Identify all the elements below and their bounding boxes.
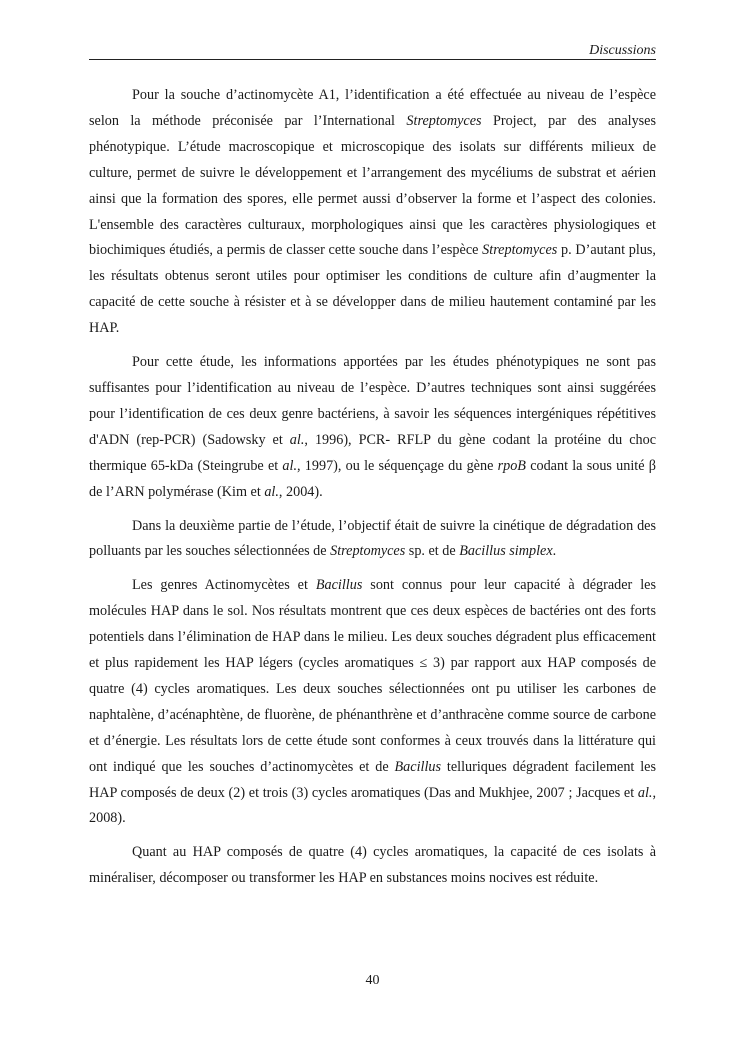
italic-text-run: al. [282, 457, 298, 474]
text-run: p. D’autant plus, les résultats obtenus seront utiles pour optimiser les conditions de culture afin d’augmenter la capacité de cette souche à résister et à se développer dans de milieu hautement contaminé par les HAP. [89, 242, 656, 337]
paragraph [89, 840, 656, 892]
italic-text-run: Bacillus [394, 758, 442, 775]
italic-text-run: rpoB [497, 457, 526, 474]
page-number: 40 [365, 973, 380, 988]
italic-text-run: al. [637, 784, 653, 801]
text-run: Dans la deuxième partie de l’étude, l’objectif était de suivre la cinétique de dégradation des polluants par les souches sélectionnées de [89, 517, 656, 560]
text-run: Pour cette étude, les informations apportées par les études phénotypiques ne sont pas suffisantes pour l’identification au niveau de l’espèce. D’autres techniques sont ainsi suggérées pour l’identification de ces deux genre bactériens, à savoir les séquences intergéniques répétitives d'ADN (rep-PCR) (Sadowsky et [89, 354, 656, 448]
paragraph [89, 514, 656, 566]
text-run: telluriques dégradent facilement les HAP composés de deux (2) et trois (3) cycles aromatiques (Das and Mukhjee, 2007 ; Jacques et [89, 758, 656, 801]
paragraph [89, 350, 656, 505]
italic-text-run: Streptomyces [482, 242, 558, 259]
text-run: sont connus pour leur capacité à dégrader les molécules HAP dans le sol. Nos résultats montrent que ces deux espèces de bactéries ont des forts potentiels dans l’élimination de HAP dans le milieu. Les deux souches dégradent plus efficacement et plus rapidement les HAP légers (cycles aromatiques ≤ 3) par rapport aux HAP composés de quatre (4) cycles aromatiques. Les deux souches sélectionnées ont pu utiliser les carbones de naphtalène, d’acénaphtène, de fluorène, de phénanthrène et d’anthracène comme source de carbone et d’énergie. Les résultats lors de cette étude sont conformes à ceux trouvés dans la littérature qui ont indiqué que les souches d’actinomycètes et de [89, 577, 656, 775]
text-run: . [552, 543, 557, 560]
italic-text-run: al. [289, 431, 305, 448]
paragraph [89, 83, 656, 342]
text-run: Pour la souche d’actinomycète A1, l’identification a été effectuée au niveau de l’espèce selon la méthode préconisée par l’International [89, 87, 656, 129]
body-text [89, 83, 656, 892]
page-header [89, 42, 656, 60]
italic-text-run: Streptomyces [406, 112, 482, 129]
text-run: , 2008). [89, 784, 656, 827]
italic-text-run: Streptomyces [330, 543, 406, 560]
text-run: Project, par des analyses phénotypique. L’étude macroscopique et microscopique des isolats sur différents milieux de culture, permet de suivre le développement et l’arrangement des mycéliums de substrat et aérien ainsi que la formation des spores, elle permet aussi d’observer la forme et l’aspect des colonies. L'ensemble des caractères culturaux, morphologiques ainsi que les caractères physiologiques et biochimiques étudiés, a permis de classer cette souche dans l’espèce [89, 112, 657, 259]
text-run: Les genres Actinomycètes et [132, 577, 316, 594]
text-run: , 1997), ou le séquençage du gène [297, 457, 498, 474]
text-run: , 2004). [278, 483, 323, 500]
italic-text-run: Bacillus simplex [459, 543, 553, 560]
paragraph [89, 573, 656, 832]
header-title: Discussions [589, 43, 656, 58]
text-run: codant la sous unité β de l’ARN polymérase (Kim et [89, 457, 656, 500]
text-run: Quant au HAP composés de quatre (4) cycles aromatiques, la capacité de ces isolats à minéraliser, décomposer ou transformer les HAP en substances moins nocives est réduite. [89, 844, 656, 887]
page-footer [0, 972, 745, 990]
italic-text-run: al. [264, 483, 279, 500]
text-run: , 1996), PCR- RFLP du gène codant la protéine du choc thermique 65-kDa (Steingrube et [89, 431, 656, 474]
text-run: sp. et de [405, 543, 460, 560]
italic-text-run: Bacillus [315, 577, 363, 594]
